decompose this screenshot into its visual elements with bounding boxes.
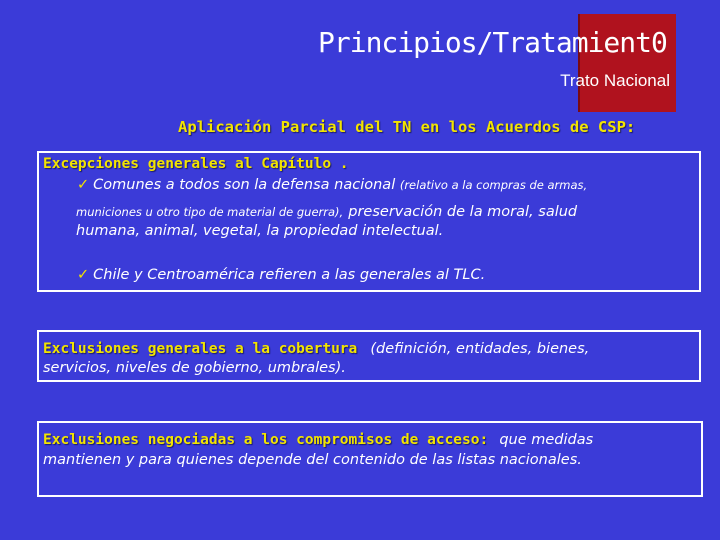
general-exclusions-heading: Exclusiones generales a la cobertura — [43, 341, 358, 357]
negotiated-exclusions-text-a: que medidas — [499, 432, 594, 448]
general-exclusions-text-b: servicios, niveles de gobierno, umbrales). — [43, 360, 346, 376]
exceptions-bullet-1 — [77, 177, 587, 193]
bullet-2-text: Chile y Centroamérica refieren a las generales al TLC. — [93, 267, 486, 283]
negotiated-exclusions-box — [37, 421, 703, 497]
general-exclusions-line-1 — [43, 338, 589, 357]
exceptions-bullet-1-line-2 — [76, 201, 577, 220]
bullet-1-text-b: (relativo a la compras de armas, — [399, 178, 588, 192]
exceptions-bullet-2 — [77, 267, 485, 283]
general-exclusions-box — [37, 330, 701, 382]
negotiated-exclusions-heading: Exclusiones negociadas a los compromisos de acceso: — [43, 432, 489, 448]
negotiated-exclusions-line-1 — [43, 429, 593, 448]
check-icon: ✓ — [77, 267, 90, 283]
negotiated-exclusions-text-b: mantienen y para quienes depende del contenido de las listas nacionales. — [43, 452, 582, 468]
general-exclusions-text-a: (definición, entidades, bienes, — [370, 341, 590, 357]
bullet-1-text-a: Comunes a todos son la defensa nacional — [93, 177, 396, 193]
exceptions-heading: Excepciones generales al Capítulo . — [43, 156, 349, 172]
check-icon: ✓ — [77, 177, 90, 193]
bullet-1-text-d: preservación de la moral, salud — [348, 204, 578, 220]
bullet-1-text-c: municiones u otro tipo de material de guerra), — [76, 205, 344, 219]
slide-subtitle: Trato Nacional — [560, 71, 670, 90]
bullet-1-text-e: humana, animal, vegetal, la propiedad intelectual. — [76, 223, 444, 239]
slide-title: Principios/Tratamient0 — [318, 26, 667, 59]
section-heading: Aplicación Parcial del TN en los Acuerdos de CSP: — [178, 118, 636, 136]
exceptions-box — [37, 151, 701, 292]
